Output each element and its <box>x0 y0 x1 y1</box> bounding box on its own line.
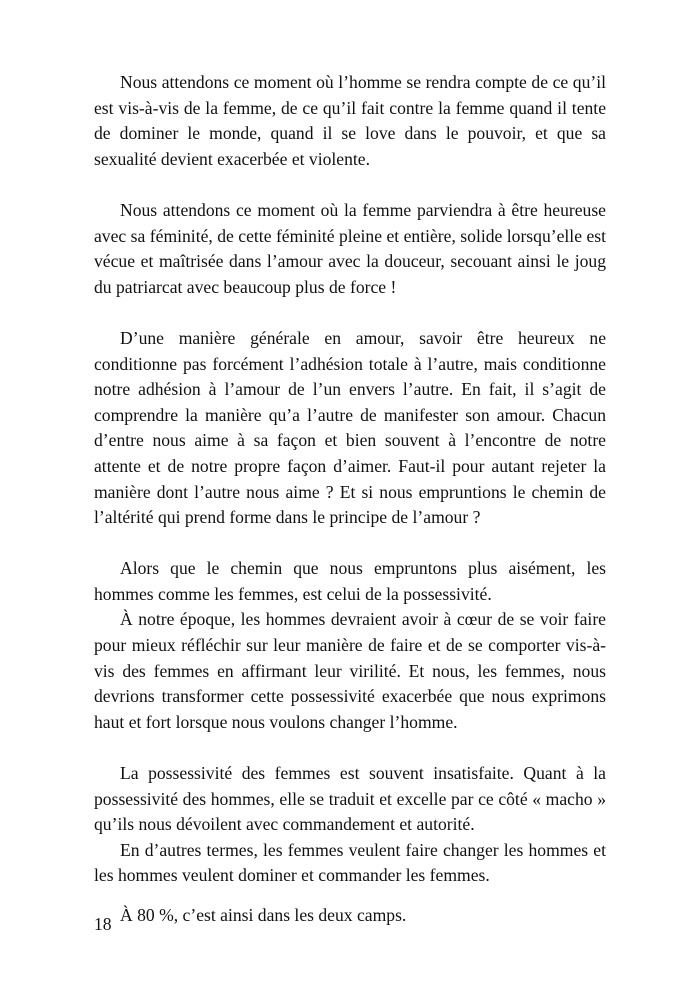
page-number: 18 <box>94 914 112 934</box>
page-body <box>94 70 606 929</box>
paragraph-7: En d’autres termes, les femmes veulent faire changer les hommes et les hommes veulent dominer et commander les femmes. <box>94 839 606 886</box>
paragraph-3: D’une manière générale en amour, savoir être heureux ne conditionne pas forcément l’adhésion totale à l’autre, mais conditionne notre adhésion à l’amour de l’un envers l’autre. En fait, il s’agit de comprendre la manière qu’a l’autre de manifester son amour. Chacun d’entre nous aime à sa façon et bien souvent à l’encontre de notre attente et de notre propre façon d’aimer. Faut-il pour autant rejeter la manière dont l’autre nous aime ? Et si nous empruntions le chemin de l’altérité qui prend forme dans le principe de l’amour ? <box>94 327 606 528</box>
paragraph-1: Nous attendons ce moment où l’homme se rendra compte de ce qu’il est vis-à-vis de la femme, de ce qu’il fait contre la femme quand il tente de dominer le monde, quand il se love dans le pouvoir, et que sa sexualité devient exacerbée et violente. <box>94 72 606 169</box>
paragraph-2: Nous attendons ce moment où la femme parviendra à être heureuse avec sa féminité, de cette féminité pleine et entière, solide lorsqu’elle est vécue et maîtrisée dans l’amour avec la douceur, secouant ainsi le joug du patriarcat avec beaucoup plus de force ! <box>94 199 606 297</box>
paragraph-spacer <box>94 531 606 557</box>
paragraph-spacer <box>94 172 606 198</box>
paragraph-spacer <box>94 735 606 761</box>
paragraph-5: À notre époque, les hommes devraient avoir à cœur de se voir faire pour mieux réfléchir sur leur manière de faire et de se comporter vis-à-vis des femmes en affirmant leur virilité. Et nous, les femmes, nous devrions transformer cette possessivité exacerbée que nous exprimons haut et fort lorsque nous voulons changer l’homme. <box>94 609 606 732</box>
paragraph-6: La possessivité des femmes est souvent insatisfaite. Quant à la possessivité des hommes, elle se traduit et excelle par ce côté « macho » qu’ils nous dévoilent avec commandement et autorité. <box>94 763 606 835</box>
paragraph-8: À 80 %, c’est ainsi dans les deux camps. <box>120 905 407 925</box>
paragraph-4: Alors que le chemin que nous empruntons plus aisément, les hommes comme les femmes, est celui de la possessivité. <box>94 558 606 604</box>
paragraph-spacer <box>94 300 606 326</box>
paragraph-spacer <box>94 889 606 903</box>
